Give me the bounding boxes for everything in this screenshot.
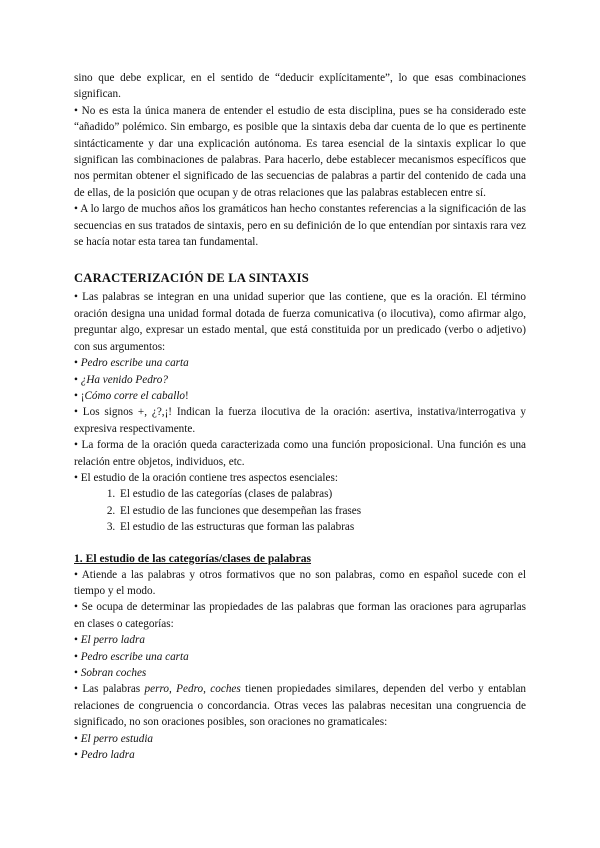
bullet: • — [74, 357, 81, 370]
example-text: Pedro escribe una carta — [80, 650, 189, 663]
bullet: • — [74, 634, 81, 647]
example-text: ¿Ha venido Pedro? — [80, 373, 168, 386]
page-content — [74, 70, 526, 763]
italic-words: perro, Pedro, coches — [144, 683, 241, 696]
bullet: • — [74, 749, 81, 762]
text-run: tienen propiedades similares, dependen del verbo y entablan relaciones de congruencia o concordancia. Otras veces las palabras necesitan una congruencia de significado, no son oraciones posibles, son oraciones no gramaticales: — [74, 683, 527, 729]
bullet: • — [74, 732, 81, 745]
section-heading-caracterizacion: CARACTERIZACIÓN DE LA SINTAXIS — [74, 271, 309, 286]
bullet: • — [74, 373, 81, 386]
example-line — [74, 665, 526, 681]
example-line — [74, 632, 526, 648]
exclamation-close: ! — [185, 389, 189, 402]
section1-paragraph-2: • Los signos +, ¿?,¡! Indican la fuerza ilocutiva de la oración: asertiva, instativa/interrogativa y expresiva respectivamente. — [74, 406, 526, 435]
bullet: • — [74, 389, 81, 402]
intro-paragraph-3: • A lo largo de muchos años los gramáticos han hecho constantes referencias a la significación de las secuencias en sus tratados de sintaxis, pero en su definición de lo que entendían por sintaxis rara vez se hacía notar esta tarea tan fundamental. — [74, 203, 526, 249]
example-text: El perro ladra — [80, 634, 145, 647]
section2-paragraph-2: • Se ocupa de determinar las propiedades de las palabras que forman las oraciones para agruparlas en clases o categorías: — [74, 601, 526, 630]
bullet: • — [74, 650, 81, 663]
section1-paragraph-1: • Las palabras se integran en una unidad superior que las contiene, que es la oración. El término oración designa una unidad formal dotada de fuerza comunicativa (o ilocutiva), como afirmar algo, preguntar algo, expresar un estado mental, que está constituida por un predicado (verbo o adjetivo) con sus argumentos: — [74, 291, 526, 353]
list-item: 2. El estudio de las funciones que desempeñan las frases — [118, 503, 526, 519]
example-text: Sobran coches — [80, 667, 147, 679]
section1-paragraph-3: • La forma de la oración queda caracterizada como una función proposicional. Una función es una relación entre objetos, individuos, etc. — [74, 439, 526, 468]
example-line — [74, 731, 526, 747]
example-text: El perro estudia — [80, 732, 154, 745]
example-line — [74, 355, 526, 371]
section2-paragraph-1: • Atiende a las palabras y otros formativos que no son palabras, como en español sucede con el tiempo y el modo. — [74, 568, 526, 597]
intro-paragraph-2: • No es esta la única manera de entender el estudio de esta disciplina, pues se ha considerado este “añadido” polémico. Sin embargo, es posible que la sintaxis deba dar cuenta de lo que es pertinente sintácticamente y dar una explicación autónoma. Es tarea esencial de la sintaxis explicar lo que significan las combinaciones de palabras. Para hacerlo, debe establecer mecanismos específicos que nos permitan obtener el significado de las secuencias de palabras a partir del contenido de cada una de ellas, de la posición que ocupan y de otras relaciones que las palabras establecen entre sí. — [74, 104, 526, 199]
example-line — [74, 388, 526, 404]
intro-paragraph-1: sino que debe explicar, en el sentido de “deducir explícitamente”, lo que esas combinaciones significan. — [74, 72, 526, 101]
bullet: • — [74, 667, 81, 679]
example-text: Pedro ladra — [80, 749, 135, 762]
exclamation-open: ¡ — [80, 389, 85, 402]
list-item: 1. El estudio de las categorías (clases de palabras) — [118, 486, 526, 502]
section1-paragraph-4: • El estudio de la oración contiene tres aspectos esenciales: — [74, 471, 338, 484]
section-heading-categorias: 1. El estudio de las categorías/clases de palabras — [74, 551, 312, 565]
example-line — [74, 649, 526, 665]
aspects-list — [74, 486, 526, 535]
section2-paragraph-3 — [74, 681, 526, 730]
example-line — [74, 747, 526, 763]
example-text: Pedro escribe una carta — [80, 357, 189, 370]
list-item: 3. El estudio de las estructuras que forman las palabras — [118, 519, 526, 535]
text-run: • Las palabras — [74, 683, 145, 696]
example-text: Cómo corre el caballo — [84, 389, 186, 402]
example-line — [74, 372, 526, 388]
